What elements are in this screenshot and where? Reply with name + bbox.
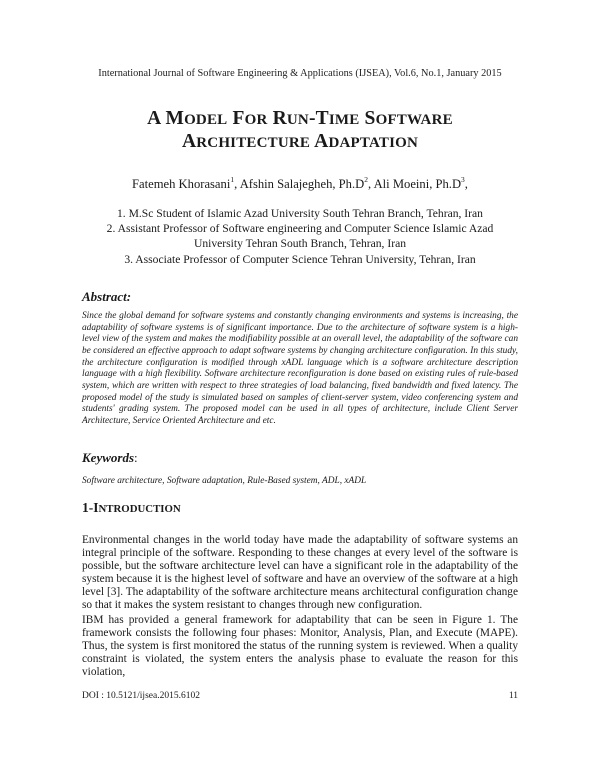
keywords-list: Software architecture, Software adaptation, Rule-Based system, ADL, xADL	[82, 476, 367, 486]
author: Afshin Salajegheh, $Ph.D^2$,	[239, 175, 374, 191]
title-word: ADAPTATION	[314, 131, 419, 152]
title-word: ARCHITECTURE	[181, 131, 311, 152]
page-number: 11	[508, 691, 518, 701]
author: Fatemeh Khorasani$^1$,	[132, 175, 240, 191]
affiliations	[0, 206, 600, 267]
introduction-paragraph-1: Environmental changes in the world today have made the adaptability of software systems an integral principle of the software. Responding to these changes at every level of the software is possible, but the software architecture level can have a significant role in the adaptability of the system because it is the highest level of software and have an overview of the software at a high level [3]. The adaptability of the software architecture means architectural configuration change so that it makes the system resistant to changes through new configuration.	[82, 534, 518, 612]
title-word: RUN-TIME	[272, 108, 360, 129]
paper-title	[0, 108, 600, 154]
title-word: SOFTWARE	[364, 108, 453, 129]
title-line-2	[0, 131, 600, 154]
title-line-1	[0, 108, 600, 131]
title-word: FOR	[232, 108, 268, 129]
abstract-body: Since the global demand for software systems and constantly changing environments and systems is increasing, the adaptability of software systems is of significant importance. Due to the architecture of software system is a high-level view of the system and makes the modifiability possible at an overall level, the adaptability of the software can be considered an effective approach to adapt software systems by changing architecture configuration. In this study, the architecture configuration is modified through xADL language which is a software architecture description language with a high flexibility. Software architecture reconfiguration is done based on existing rules of rule-based system, which are written with respect to three strategies of load balancing, fixed bandwidth and fixed latency. The proposed model of the study is simulated based on samples of client-server system, video conferencing system and students' grading system. The proposed model can be used in all types of architecture, include Client Server Architecture, Service Oriented Architecture and etc.	[82, 311, 518, 426]
keywords-heading: Keywords:	[82, 450, 138, 465]
journal-header: International Journal of Software Engineering & Applications (IJSEA), Vol.6, No.1, January 2015	[98, 68, 502, 79]
author-list	[0, 177, 600, 192]
affiliation-line: 2. Assistant Professor of Software engineering and Computer Science Islamic Azad	[106, 222, 494, 236]
introduction-paragraph-2: IBM has provided a general framework for adaptability that can be seen in Figure 1. The framework consists the following four phases: Monitor, Analysis, Plan, and Execute (MAPE). Thus, the system is first monitored the status of the running system is reviewed. When a quality constraint is violated, the system enters the analysis phase to evaluate the reason for this violation,	[82, 614, 518, 679]
author: Ali Moeini, $Ph.D^3$,	[373, 175, 468, 191]
affiliation-line: University Tehran South Branch, Tehran, Iran	[193, 237, 407, 251]
footer-doi: DOI : 10.5121/ijsea.2015.6102	[82, 691, 200, 701]
affiliation-line: 3. Associate Professor of Computer Science Tehran University, Tehran, Iran	[124, 252, 476, 266]
abstract-heading: Abstract:	[82, 289, 132, 304]
title-word: A	[147, 108, 161, 129]
affiliation-line: 1. M.Sc Student of Islamic Azad University South Tehran Branch, Tehran, Iran	[117, 207, 483, 220]
title-word: MODEL	[165, 108, 228, 129]
introduction-heading: 1-INTRODUCTION	[82, 500, 181, 515]
